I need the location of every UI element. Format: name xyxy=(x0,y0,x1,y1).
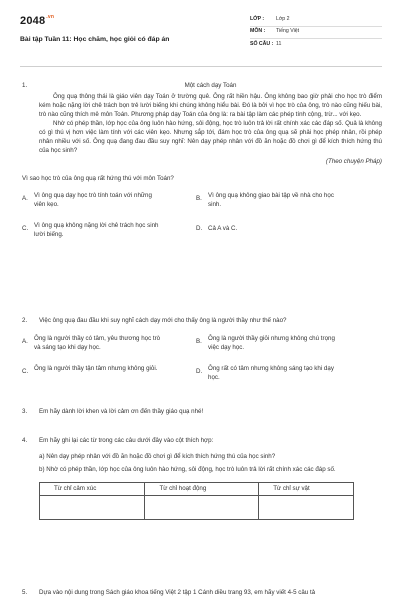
document-header xyxy=(20,14,382,60)
option-d[interactable]: D. Ông rất có tâm nhưng không sáng tạo khi dạy học. xyxy=(196,364,334,381)
question-text: Vì sao học trò của ông quạ rất hứng thú với môn Toán? xyxy=(22,174,174,182)
answer-cell[interactable] xyxy=(259,495,354,519)
answer-options xyxy=(22,192,382,222)
option-d[interactable]: D. Cả A và C. xyxy=(196,225,238,233)
sentence-b: b) Nhờ có phép thần, lớp học của ông luôn hào hứng, sôi động, học trò luôn trả lời rất chính xác các đáp số. xyxy=(39,465,336,473)
question-text: Em hãy ghi lại các từ trong các câu dưới đây vào cột thích hợp: xyxy=(39,437,214,444)
question-3 xyxy=(22,408,382,417)
question-text: Dựa vào nội dung trong Sách giáo khoa tiếng Việt 2 tập 1 Cánh diều trang 93, em hãy viết 4-5 câu tả xyxy=(39,589,316,596)
table-row xyxy=(40,495,354,519)
question-number: 4. xyxy=(22,437,28,444)
table-header: Từ chỉ sự vật xyxy=(259,482,354,495)
question-text: Việc ông quạ đau đầu khi suy nghĩ cách dạy mới cho thấy ông là người thầy như thế nào? xyxy=(39,317,287,324)
meta-box xyxy=(250,14,382,52)
answer-options xyxy=(22,335,382,365)
question-text: Em hãy dành lời khen và lời cảm ơn đến thầy giáo quạ nhé! xyxy=(39,408,204,415)
answer-table xyxy=(39,482,354,520)
header-divider xyxy=(20,66,382,67)
question-number: 2. xyxy=(22,317,28,324)
page-title: Bài tập Tuần 11: Học chăm, học giỏi có đáp án xyxy=(20,36,170,43)
option-a[interactable]: A. Vì ông quạ dạy học trò tính toán với những viên kẹo. xyxy=(22,191,152,208)
option-b[interactable]: B. Vì ông quạ không giao bài tập về nhà cho học sinh. xyxy=(196,191,334,208)
question-1 xyxy=(22,82,382,252)
option-c[interactable]: C. Ông là người thầy tận tâm nhưng không giỏi. xyxy=(22,364,158,376)
question-number: 1. xyxy=(22,82,28,89)
question-number: 3. xyxy=(22,408,28,415)
question-4 xyxy=(22,437,382,520)
option-b[interactable]: B. Ông là người thầy giỏi nhưng không chú trọng việc dạy học. xyxy=(196,334,335,351)
story-paragraph-1: Ông quạ thông thái là giáo viên dạy Toán ở trường quê. Ông rất hiền hậu. Ông không bao giờ phải cho học trò điểm kém hoặc nặng lời chê trách bọn trẻ lười biếng khi chúng không hiểu bài. Đó là bởi vì học trò của ông, trò nào cũng hiếu bài, trò nào cũng thích mê môn Toán. Phương pháp dạy Toán của ông là: ra bài tập làm các phép tính cộng, trừ... với kẹo. xyxy=(39,92,382,118)
meta-row-class: LỚP : Lớp 2 xyxy=(250,14,382,27)
answer-cell[interactable] xyxy=(40,495,145,519)
story-source: (Theo chuyện Pháp) xyxy=(325,157,382,165)
option-a[interactable]: A. Ông là người thầy có tâm, yêu thương học trò và sáng tạo khi dạy học. xyxy=(22,334,161,351)
option-c[interactable]: C. Vì ông quạ không nặng lời chê trách học sinh lười biếng. xyxy=(22,221,159,238)
answer-options xyxy=(22,222,382,252)
table-header: Từ chỉ hoạt động xyxy=(145,482,259,495)
sentence-a: a) Nên dạy phép nhân với đồ ăn hoặc đồ chơi gì để kích thích hứng thú của học sinh? xyxy=(39,452,276,460)
question-number: 5. xyxy=(22,589,28,596)
site-logo[interactable]: $2048^{.vn}$ xyxy=(20,14,55,27)
story-paragraph-2: Nhờ có phép thần, lớp học của ông luôn hào hứng, sôi động, học trò luôn trả lời rất chính xác các đáp số. Quả là không có gì thú vị hơn việc làm tính với các viên kẹo. Nhưng sắp tới, đám học trò của ông quạ sẽ phải học phép nhân, rồi phép nhân nhiều với số. Ông quạ đang đau đầu suy nghĩ: Nên dạy phép nhân với đồ ăn hoặc đồ chơi gì để kích thích hứng thú của học sinh? xyxy=(39,119,382,154)
meta-row-count: SỐ CÂU : 11 xyxy=(250,41,282,48)
story-title: Một cách dạy Toán xyxy=(184,82,237,89)
table-header: Từ chỉ cảm xúc xyxy=(40,482,145,495)
table-header-row xyxy=(40,482,354,495)
question-5 xyxy=(22,589,382,598)
question-2 xyxy=(22,317,382,395)
answer-options xyxy=(22,365,382,395)
answer-cell[interactable] xyxy=(145,495,259,519)
meta-row-subject: MÔN : Tiếng Việt xyxy=(250,27,382,40)
